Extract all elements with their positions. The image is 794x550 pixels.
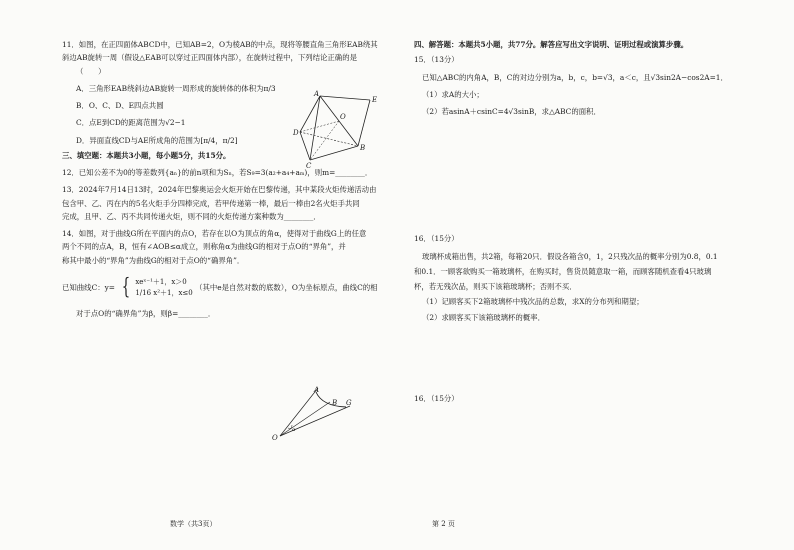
q13-line2: 包含甲、乙、丙在内的5名火炬手分四棒完成，若甲传递第一棒，最后一棒由2名火炬手共同 [62,198,360,208]
q14-line1: 14．如图，对于曲线G所在平面内的点O，若存在以O为顶点的角α，使得对于曲线G上的任意 [62,229,367,238]
q15-stem: 已知△ABC的内角A，B，C的对边分别为a，b，c，b=√3，a＜c，且√3sin2A−cos2A=1． [422,72,728,82]
q11-option-d: D．异面直线CD与AE所成角的范围为[π/4，π/2] [76,135,238,145]
q15-part-2: （2）若asinA＋csinC=4√3sinB，求△ABC的面积． [422,107,601,116]
boundary-angle-figure [270,380,360,442]
left-column [62,40,392,321]
q16-line2: 和0.1．一顾客欲购买一箱玻璃杯，在购买时，售货员随意取一箱，而顾客随机查看4只玻璃 [414,266,712,276]
q16-head: 16．（15分） [414,234,459,244]
q15-part-1: （1）求A的大小； [422,89,484,99]
q16-line3: 杯，若无残次品，则买下该箱玻璃杯；否则不买． [414,282,577,291]
q14-case-2: 1/16 x²＋1，x≤0 [135,288,193,297]
q11-line1: 11．如图，在正四面体ABCD中，已知AB=2，O为棱AB的中点，现将等腰直角三角形EAB绕其 [62,40,378,49]
q11-blank: （ ） [76,66,106,76]
q14-note: （其中e是自然对数的底数），O为坐标原点，曲线C的相 [195,282,378,292]
q11-option-a: A．三角形EAB绕斜边AB旋转一周形成的旋转体的体积为π/3 [76,83,276,93]
q17-head: 16．（15分） [414,393,459,403]
right-column [414,40,749,403]
q14-function-line [62,274,392,300]
q13-line1: 13．2024年7月14日13时，2024年巴黎奥运会火炬开始在巴黎传递，其中某段火炬传递活动由 [62,185,377,195]
footer-left: 数学（共3页） [170,520,217,528]
q14-case-1: xeˣ⁻¹＋1，x＞0 [135,277,187,286]
fig1-label-b: B [360,144,366,152]
q16-line1: 玻璃杯成箱出售，共2箱，每箱20只．假设各箱含0，1，2只残次品的概率分别为0.8，0.1 [422,251,718,261]
fig2-label-o: O [272,434,278,442]
section-3-heading: 三、填空题：本题共3小题，每小题5分，共15分。 [62,150,231,160]
brace-icon: { [122,274,131,300]
q14-line3: 称其中最小的“界角”为曲线G的相对于点O的“确界角”． [62,255,245,265]
q16-part-1: （1）记顾客买下2箱玻璃杯中残次品的总数，求X的分布列和期望； [422,297,644,307]
footer-right: 第 2 页 [432,520,455,528]
q11-option-b: B．O、C、D、E四点共圆 [76,101,164,110]
tetrahedron-figure [290,90,380,170]
question-12: 12．已知公差不为0的等差数列{aₙ}的前n项和为Sₙ，若S₉=3(a₂+a₄+aₘ)，则m=________． [62,168,373,177]
fig1-label-o: O [340,113,346,121]
fig2-label-g: G [346,399,352,407]
fig1-label-a: A [314,90,320,98]
question-14 [62,229,392,318]
section-4-heading: 四、解答题：本题共5小题，共77分。解答应写出文字说明、证明过程或演算步骤。 [414,40,689,49]
q13-line3: 完成，且甲、乙、丙不共同传递火炬，则不同的火炬传递方案种数为________． [62,211,321,221]
q14-known: 已知曲线C：y= [62,282,115,292]
q14-line4: 对于点O的“确界角”为β，则β=________． [76,309,216,319]
fig2-label-b: B [332,399,338,407]
q16-part-2: （2）求顾客买下该箱玻璃杯的概率． [422,312,545,322]
q14-line2: 两个不同的点A，B，恒有∠AOB≤α成立，则称角α为曲线G的相对于点O的“界角”，并 [62,242,346,252]
fig1-label-d: D [293,129,299,137]
piecewise-function [117,274,193,300]
fig2-label-a: A [314,386,320,394]
fig1-label-e: E [372,96,378,104]
q11-line2: 斜边AB旋转一周（假设△EAB可以穿过正四面体内部），在旋转过程中，下列结论正确的是 [62,53,357,63]
q15-head: 15．（13分） [414,55,459,65]
question-13 [62,185,392,221]
fig1-label-c: C [306,162,312,170]
q11-option-c: C．点E到CD的距离范围为√2−1 [76,118,186,128]
fig2-label-alpha: α [292,427,296,433]
